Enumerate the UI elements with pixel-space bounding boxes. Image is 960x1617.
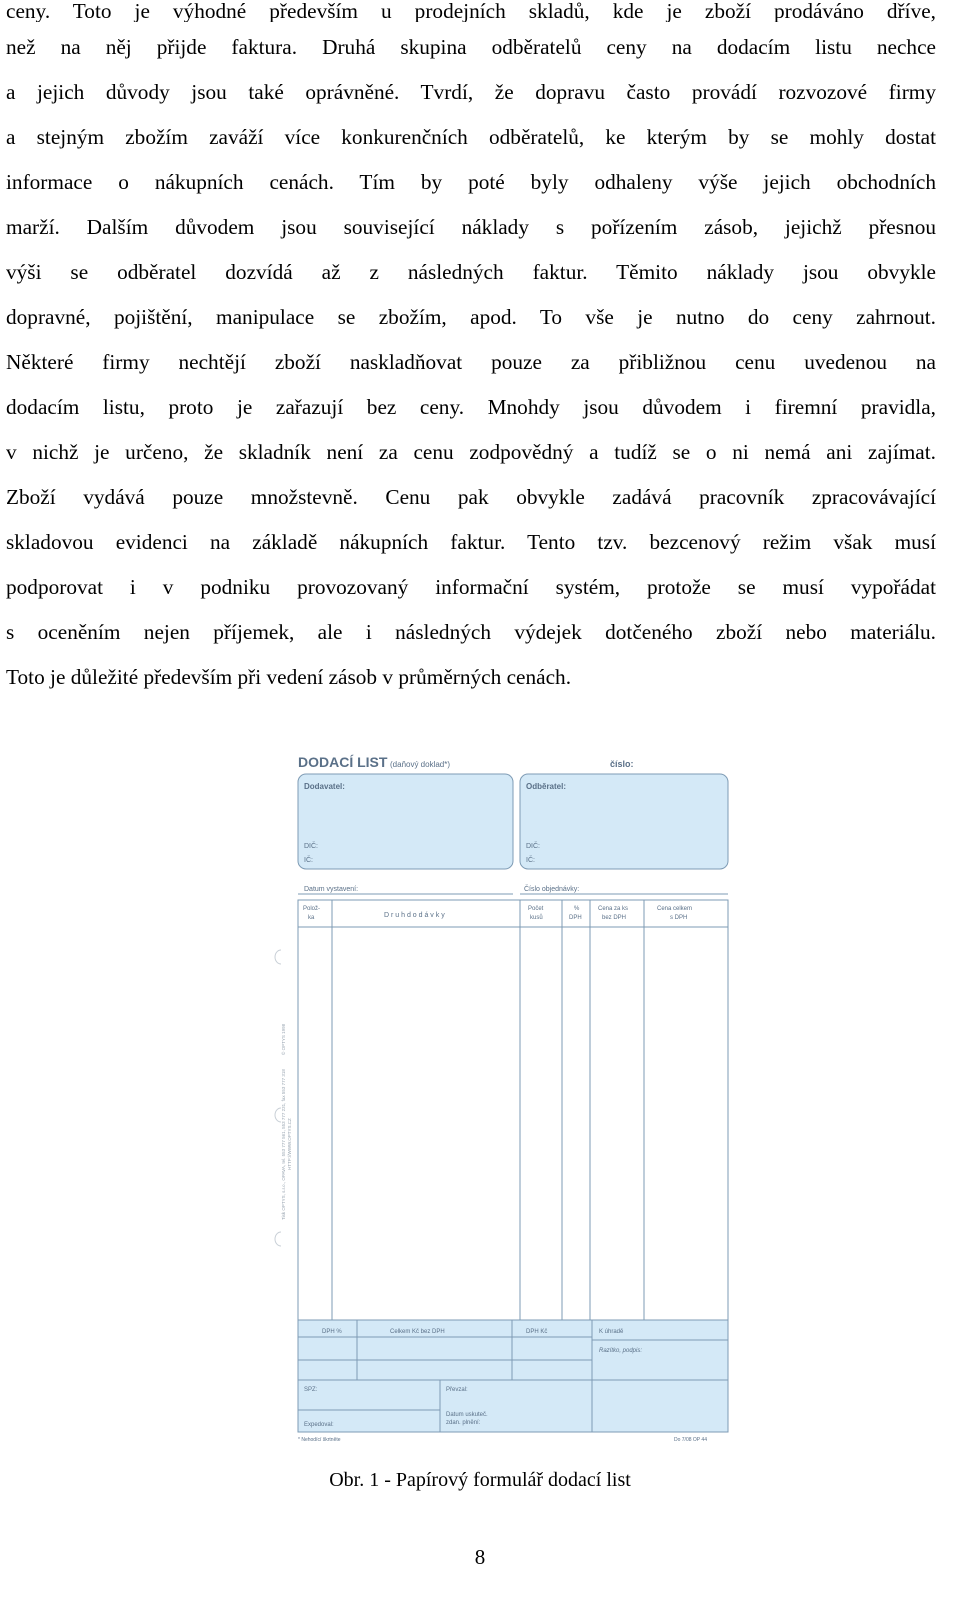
sum-vat-czk-label: DPH Kč: [526, 1329, 548, 1335]
col-vat-label-1: %: [574, 906, 580, 912]
side-text-3: © OPTYS 1998: [281, 1023, 286, 1055]
supplier-ic-label: IČ:: [304, 857, 313, 864]
form-number-label: číslo:: [610, 759, 634, 769]
customer-dic-label: DIČ:: [526, 843, 540, 850]
page-number: 8: [474, 1545, 486, 1569]
col-total-label-2: s DPH: [670, 915, 688, 921]
supplier-label: Dodavatel:: [304, 782, 345, 791]
form-title: DODACÍ LIST: [298, 754, 388, 770]
paragraph-line: podporovat i v podniku provozovaný informační systém, protože se musí vypořádat: [6, 575, 936, 599]
paragraph-line: marží. Dalším důvodem jsou související náklady s pořízením zásob, jejichž přesnou: [6, 215, 936, 239]
date-label-2: zdan. plnění:: [446, 1420, 481, 1426]
paragraph-line: v nichž je určeno, že skladník není za cenu zodpovědný a tudíž se o ni nemá ani zajímat.: [6, 440, 936, 464]
paragraph-line: s oceněním nejen příjemek, ale i následných výdejek dotčeného zboží nebo materiálu.: [6, 620, 936, 644]
form-code: Do 7/08 OP 44: [674, 1437, 707, 1443]
footnote: * Nehodící škrtněte: [298, 1437, 341, 1443]
punch-hole-mark: [275, 1232, 281, 1246]
paragraph-line: skladovou evidenci na základě nákupních faktur. Tento tzv. bezcenový režim však musí: [6, 530, 936, 554]
col-goods-label: D r u h d o d á v k y: [384, 912, 445, 919]
paragraph-line: a jejich důvody jsou také oprávněné. Tvrdí, že dopravu často provádí rozvozové firmy: [6, 80, 936, 104]
paragraph-line: dopravné, pojištění, manipulace se zbožím, apod. To vše je nutno do ceny zahrnout.: [6, 305, 936, 329]
date-label-1: Datum uskuteč.: [446, 1412, 488, 1418]
col-item-label-2: ka: [308, 915, 315, 921]
spz-label: SPZ:: [304, 1387, 318, 1393]
paragraph-line: dodacím listu, proto je zařazují bez ceny. Mnohdy jsou důvodem i firemní pravidla,: [6, 395, 936, 419]
customer-ic-label: IČ:: [526, 857, 535, 864]
paragraph-line: a stejným zbožím zaváží více konkurenčních odběratelů, ke kterým by se mohly dostat: [6, 125, 936, 149]
paragraph-line: informace o nákupních cenách. Tím by poté byly odhaleny výše jejich obchodních: [6, 170, 936, 194]
order-number-label: Číslo objednávky:: [524, 886, 580, 893]
received-label: Převzal:: [446, 1387, 468, 1393]
delivery-note-form-figure: [272, 740, 737, 1445]
col-unit-price-label-1: Cena za ks: [598, 906, 629, 912]
paragraph-line: než na něj přijde faktura. Druhá skupina odběratelů ceny na dodacím listu nechce: [6, 35, 936, 59]
col-count-label-1: Počet: [528, 906, 544, 912]
col-count-label-2: kusů: [530, 915, 543, 921]
body-paragraph: [6, 0, 936, 697]
form-subtitle: (daňový doklad*): [390, 760, 451, 769]
paragraph-line: ceny. Toto je výhodné především u prodejních skladů, kde je zboží prodáváno dříve,: [6, 0, 936, 22]
side-text-1: Tisk OPTYS, s.r.o., OPAVA, tel. 553 777 561, 553 777 231, fax 553 777 318: [281, 1069, 286, 1220]
side-text-2: HTTP://WWW.OPTYS.CZ: [287, 1118, 292, 1170]
bottom-block: [298, 1380, 728, 1432]
punch-hole-mark: [275, 950, 281, 964]
stamp-label: Razítko, podpis:: [599, 1348, 643, 1354]
col-item-label-1: Polož-: [303, 906, 321, 912]
col-unit-price-label-2: bez DPH: [602, 915, 627, 921]
col-total-label-1: Cena celkem: [657, 906, 693, 912]
figure-caption: Obr. 1 - Papírový formulář dodací list: [329, 1469, 631, 1491]
paragraph-line: výši se odběratel dozvídá až z následných faktur. Těmito náklady jsou obvykle: [6, 260, 936, 284]
paragraph-line: Některé firmy nechtějí zboží naskladňovat pouze za přibližnou cenu uvedenou na: [6, 350, 936, 374]
paragraph-line: Zboží vydává pouze množstevně. Cenu pak obvykle zadává pracovník zpracovávající: [6, 485, 936, 509]
sum-to-pay-label: K úhradě: [599, 1329, 624, 1335]
issue-date-label: Datum vystavení:: [304, 886, 359, 893]
items-table: [298, 900, 728, 1320]
customer-label: Odběratel:: [526, 782, 567, 791]
dispatched-label: Expedoval:: [304, 1422, 334, 1428]
sum-vat-pct-label: DPH %: [322, 1329, 342, 1335]
paragraph-line: Toto je důležité především při vedení zásob v průměrných cenách.: [6, 665, 572, 689]
col-vat-label-2: DPH: [569, 915, 582, 921]
sum-total-no-vat-label: Celkem Kč bez DPH: [390, 1329, 445, 1335]
supplier-dic-label: DIČ:: [304, 843, 318, 850]
